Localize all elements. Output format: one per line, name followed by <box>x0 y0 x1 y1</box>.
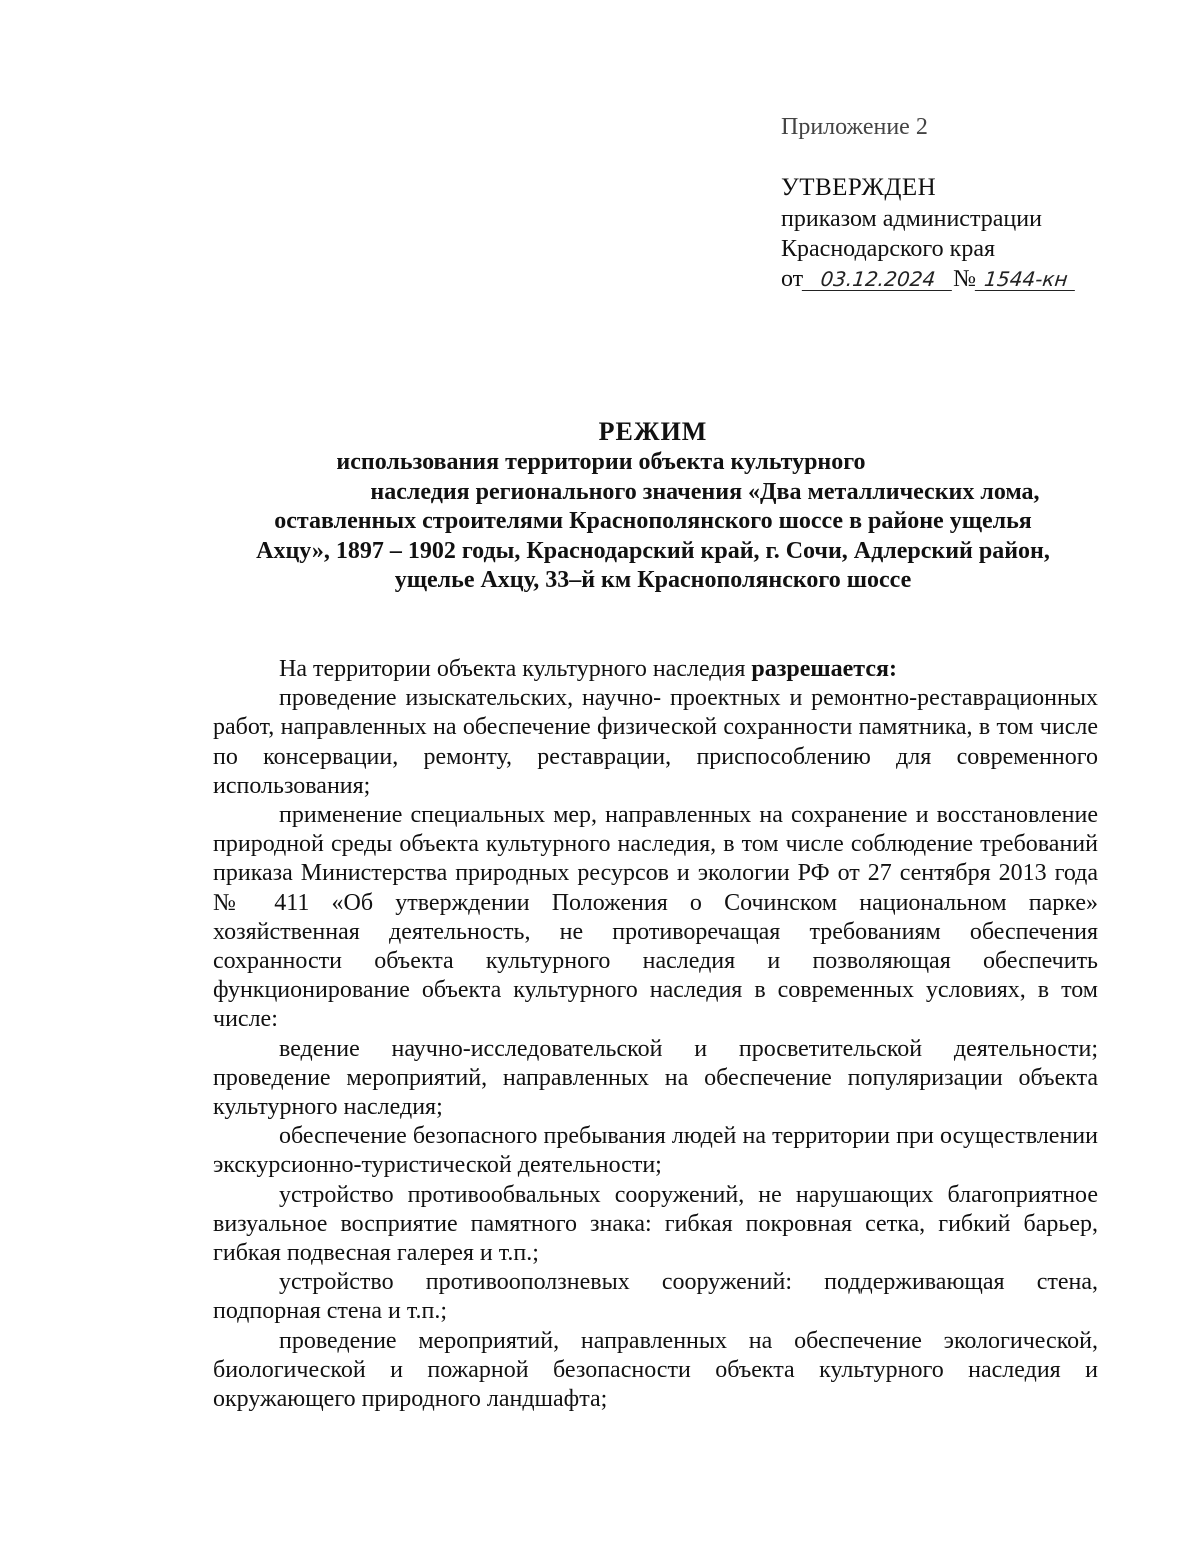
approval-block <box>781 112 1141 294</box>
document-title-block <box>200 416 1106 596</box>
document-body <box>213 655 1098 1414</box>
paragraph-safety-measures: проведение мероприятий, направленных на обеспечение экологической, биологической и пожарной безопасности объекта культурного наследия и окружающего природного ландшафта; <box>213 1327 1098 1413</box>
handwritten-date: 03.12.2024 <box>802 268 954 291</box>
approval-region-line: Краснодарского края <box>781 236 996 262</box>
paragraph-safe-stay: обеспечение безопасного пребывания людей на территории при осуществлении экскурсионно-туристической деятельности; <box>213 1123 1098 1179</box>
paragraph-landslide-structures: устройство противооползневых сооружений: поддерживающая стена, подпорная стена и т.п.; <box>213 1269 1098 1325</box>
title-line-5: ущелье Ахцу, 33–й км Краснополянского шоссе <box>394 567 912 594</box>
paragraph-special-measures: применение специальных мер, направленных на сохранение и восстановление природной среды объекта культурного наследия, в том числе соблюдение требований приказа Министерства природных ресурсов и экологии РФ от 27 сентября 2013 года № 411 «Об утверждении Положения о Сочинском национальном парке» хозяйственная деятельность, не противоречащая требованиям обеспечения сохранности объекта культурного наследия и позволяющая обеспечить функционирование объекта культурного наследия в современных условиях, в том числе: <box>213 802 1098 1033</box>
intro-bold-text: разрешается: <box>751 656 897 682</box>
paragraph-rockfall-structures: устройство противообвальных сооружений, не нарушающих благоприятное визуальное восприятие памятного знака: гибкая покровная сетка, гибкий барьер, гибкая подвесная галерея и т.п.; <box>213 1181 1098 1267</box>
intro-text: На территории объекта культурного наследия <box>279 656 752 682</box>
title-line-4: Ахцу», 1897 – 1902 годы, Краснодарский край, г. Сочи, Адлерский район, <box>256 537 1050 564</box>
intro-paragraph <box>213 655 1098 684</box>
document-title: РЕЖИМ <box>598 417 708 446</box>
title-line-1: использования территории объекта культурного <box>336 449 866 475</box>
title-line-3: оставленных строителями Краснополянского шоссе в районе ущелья <box>274 508 1032 535</box>
from-label: от <box>781 266 804 292</box>
handwritten-number: 1544-кн <box>975 268 1077 291</box>
approval-order-line: приказом администрации <box>781 206 1042 232</box>
title-line-2: наследия регионального значения «Два металлических лома, <box>370 478 1040 505</box>
approval-date-line <box>781 264 1141 294</box>
number-label: № <box>953 266 977 292</box>
paragraph-research-works: проведение изыскательских, научно- проектных и ремонтно-реставрационных работ, направленных на обеспечение физической сохранности памятника, в том числе по консервации, ремонту, реставрации, приспособлению для современного использования; <box>213 685 1098 799</box>
paragraph-scientific-activity: ведение научно-исследовательской и просветительской деятельности; проведение мероприятий, направленных на обеспечение популяризации объекта культурного наследия; <box>213 1035 1098 1121</box>
appendix-label: Приложение 2 <box>781 114 928 140</box>
approved-heading: УТВЕРЖДЕН <box>781 174 937 201</box>
